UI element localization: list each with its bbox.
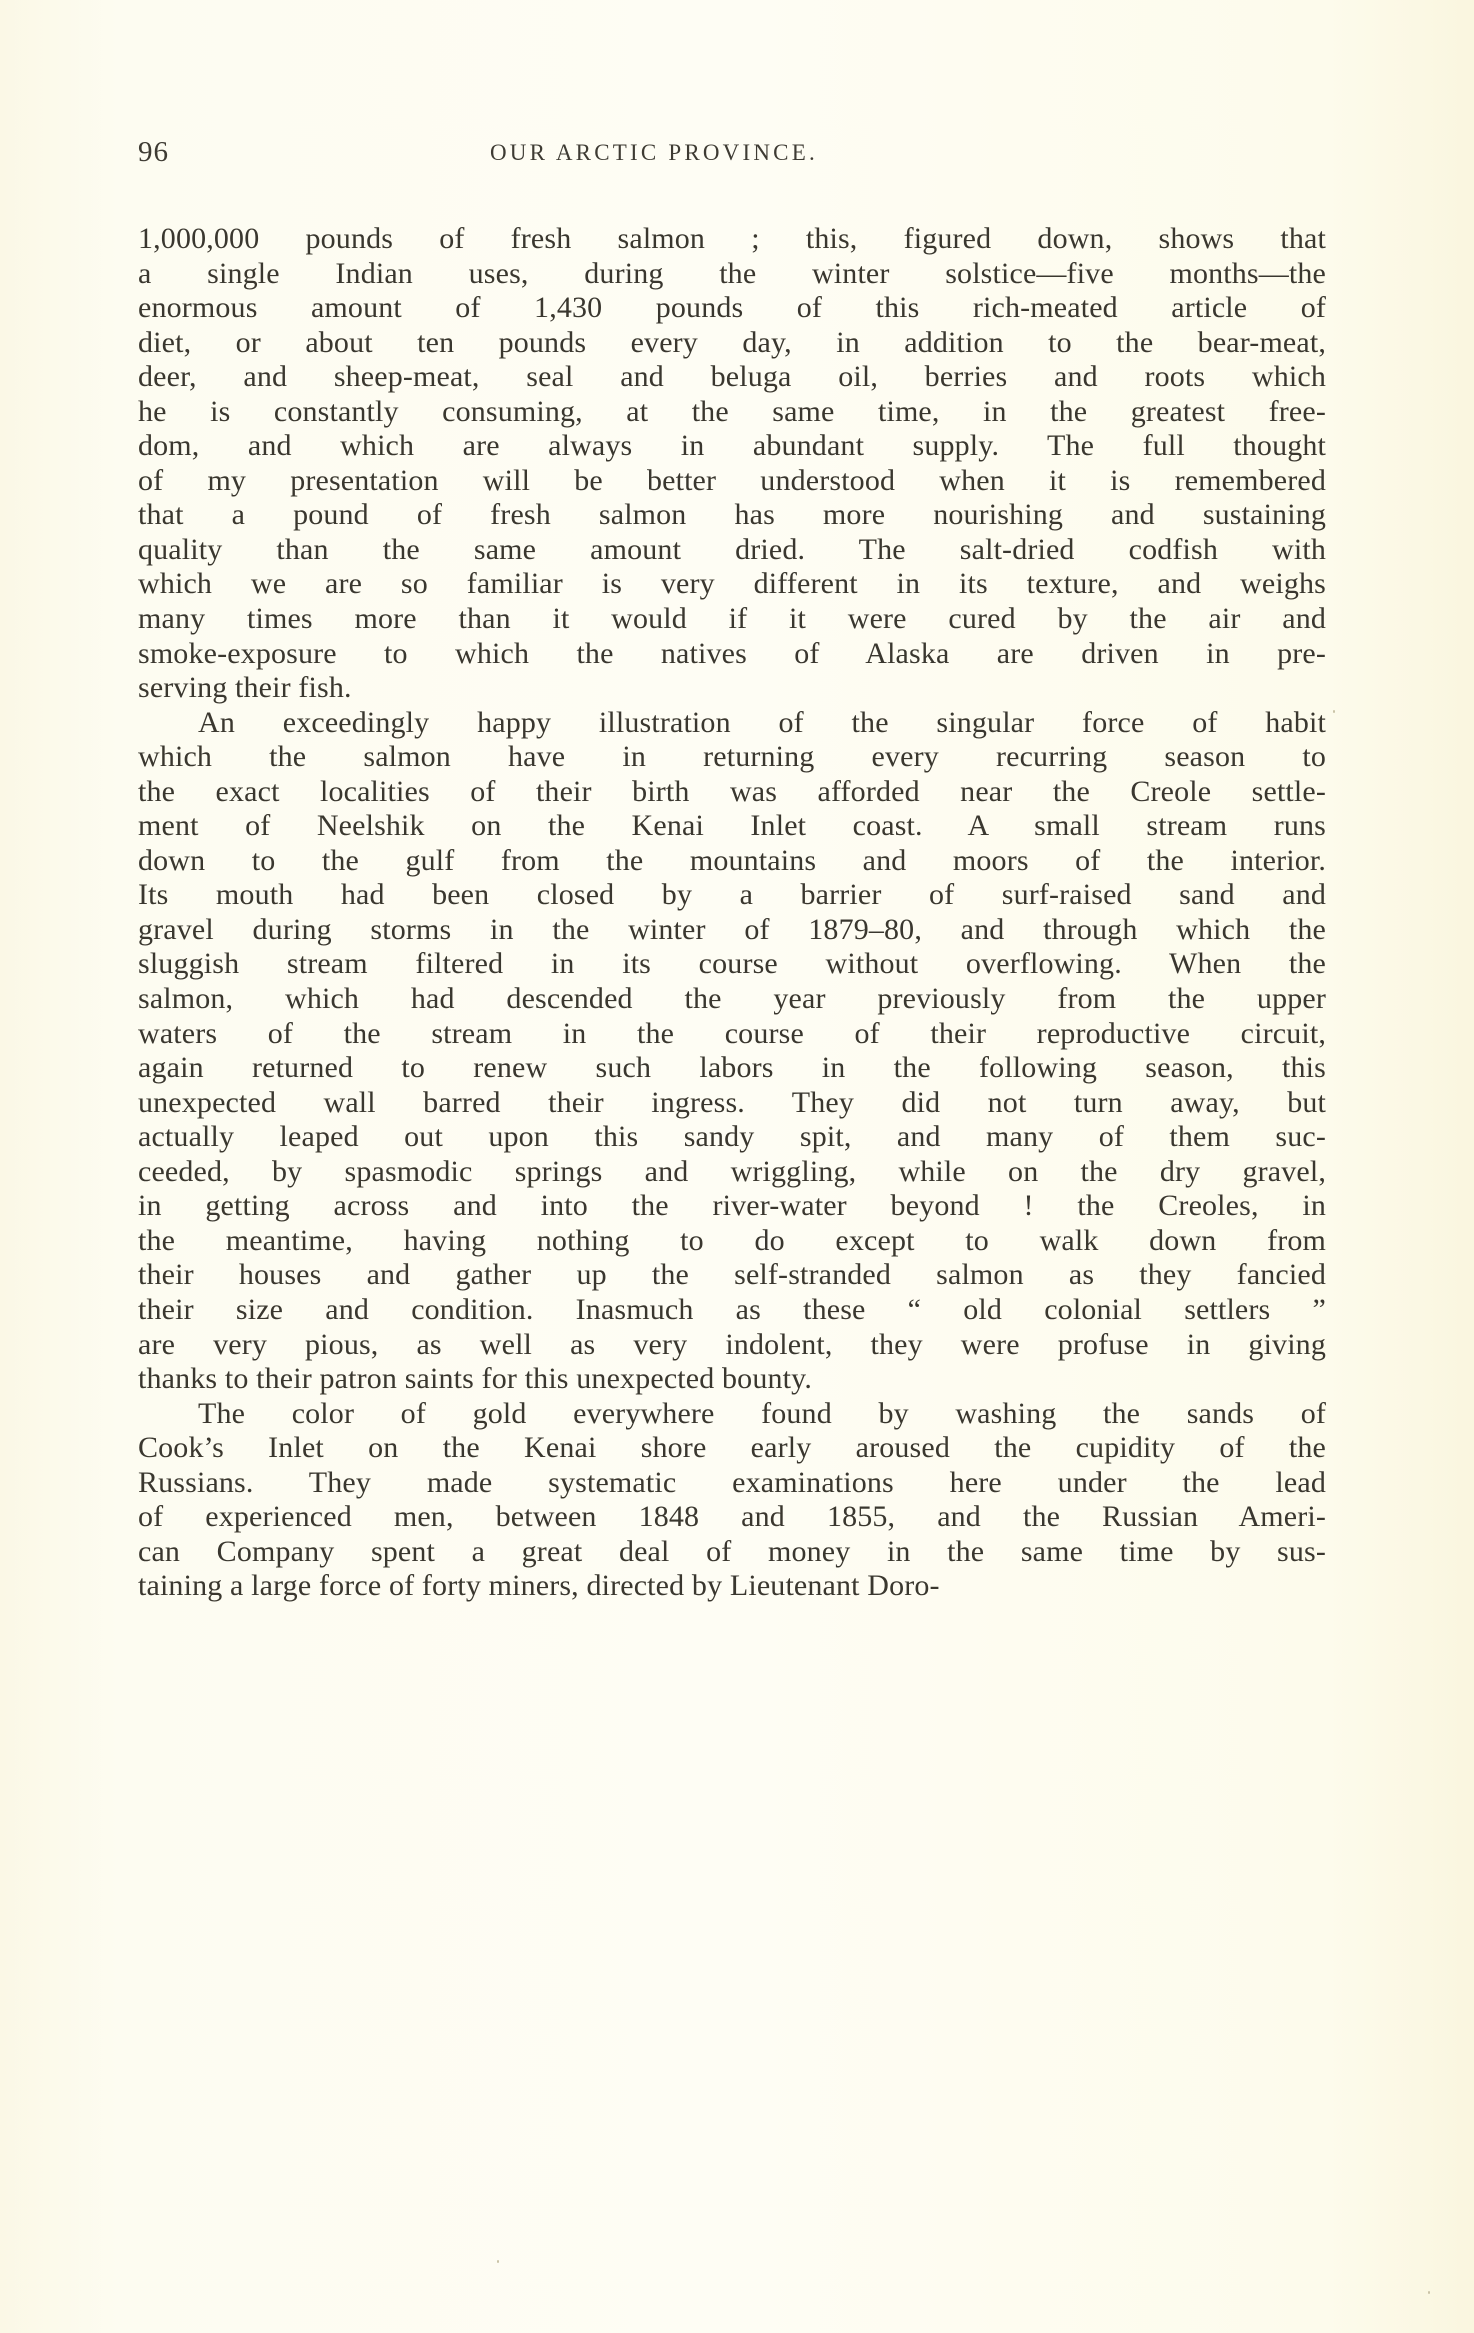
text-line: which the salmon have in returning every recurring season to xyxy=(138,740,1326,774)
text-line: enormous amount of 1,430 pounds of this rich-meated article of xyxy=(138,291,1326,325)
paragraph xyxy=(138,706,1326,1397)
text-line: thanks to their patron saints for this unexpected bounty. xyxy=(138,1362,812,1396)
paragraph xyxy=(138,1397,1326,1604)
paragraph xyxy=(138,222,1326,706)
text-line: the meantime, having nothing to do except to walk down from xyxy=(138,1223,1326,1257)
text-line: 1,000,000 pounds of fresh salmon ; this, figured down, shows that xyxy=(138,222,1326,255)
text-line: can Company spent a great deal of money in the same time by sus- xyxy=(138,1534,1326,1568)
text-line: the exact localities of their birth was afforded near the Creole settle- xyxy=(138,774,1326,808)
text-line: are very pious, as well as very indolent, they were profuse in giving xyxy=(138,1327,1326,1361)
text-line: salmon, which had descended the year previously from the upper xyxy=(138,982,1326,1016)
text-line: ment of Neelshik on the Kenai Inlet coast. A small stream runs xyxy=(138,809,1326,843)
text-line: ceeded, by spasmodic springs and wriggling, while on the dry gravel, xyxy=(138,1154,1326,1188)
text-line: Its mouth had been closed by a barrier of surf-raised sand and xyxy=(138,878,1326,912)
text-line: of my presentation will be better understood when it is remembered xyxy=(138,463,1326,497)
text-line: sluggish stream filtered in its course without overflowing. When the xyxy=(138,947,1326,981)
text-line: down to the gulf from the mountains and moors of the interior. xyxy=(138,843,1326,877)
text-line: The color of gold everywhere found by washing the sands of xyxy=(198,1396,1326,1430)
text-line: smoke-exposure to which the natives of Alaska are driven in pre- xyxy=(138,636,1326,670)
text-line: of experienced men, between 1848 and 1855, and the Russian Ameri- xyxy=(138,1500,1326,1534)
text-line: again returned to renew such labors in the following season, this xyxy=(138,1051,1326,1085)
text-line: deer, and sheep-meat, seal and beluga oil, berries and roots which xyxy=(138,360,1326,394)
text-line: dom, and which are always in abundant supply. The full thought xyxy=(138,429,1326,463)
text-line: actually leaped out upon this sandy spit, and many of them suc- xyxy=(138,1120,1326,1154)
text-line: in getting across and into the river-water beyond ! the Creoles, in xyxy=(138,1189,1326,1223)
text-line: diet, or about ten pounds every day, in addition to the bear-meat, xyxy=(138,325,1326,359)
text-line: he is constantly consuming, at the same time, in the greatest free- xyxy=(138,394,1326,428)
text-line: many times more than it would if it were cured by the air and xyxy=(138,602,1326,636)
text-line: taining a large force of forty miners, directed by Lieutenant Doro- xyxy=(138,1569,940,1603)
text-line: An exceedingly happy illustration of the singular force of habit xyxy=(198,705,1326,739)
text-line: their houses and gather up the self-stranded salmon as they fancied xyxy=(138,1258,1326,1292)
running-title: OUR ARCTIC PROVINCE. xyxy=(490,140,818,165)
paper-speck xyxy=(1428,2291,1430,2294)
text-line: waters of the stream in the course of their reproductive circuit, xyxy=(138,1016,1326,1050)
text-line: Cook’s Inlet on the Kenai shore early aroused the cupidity of the xyxy=(138,1431,1326,1465)
text-line: their size and condition. Inasmuch as these “ old colonial settlers ” xyxy=(138,1292,1326,1326)
text-line: quality than the same amount dried. The salt-dried codfish with xyxy=(138,532,1326,566)
text-line: unexpected wall barred their ingress. They did not turn away, but xyxy=(138,1085,1326,1119)
paper-speck xyxy=(1333,710,1335,713)
text-line: serving their fish. xyxy=(138,671,352,705)
text-line: which we are so familiar is very different in its texture, and weighs xyxy=(138,567,1326,601)
paper-speck xyxy=(497,2260,499,2263)
running-head xyxy=(138,136,1338,176)
page-number: 96 xyxy=(138,136,169,168)
text-line: gravel during storms in the winter of 1879–80, and through which the xyxy=(138,912,1326,946)
text-line: that a pound of fresh salmon has more nourishing and sustaining xyxy=(138,498,1326,532)
text-line: a single Indian uses, during the winter solstice—five months—the xyxy=(138,256,1326,290)
body-text xyxy=(138,222,1326,1604)
text-line: Russians. They made systematic examinations here under the lead xyxy=(138,1465,1326,1499)
